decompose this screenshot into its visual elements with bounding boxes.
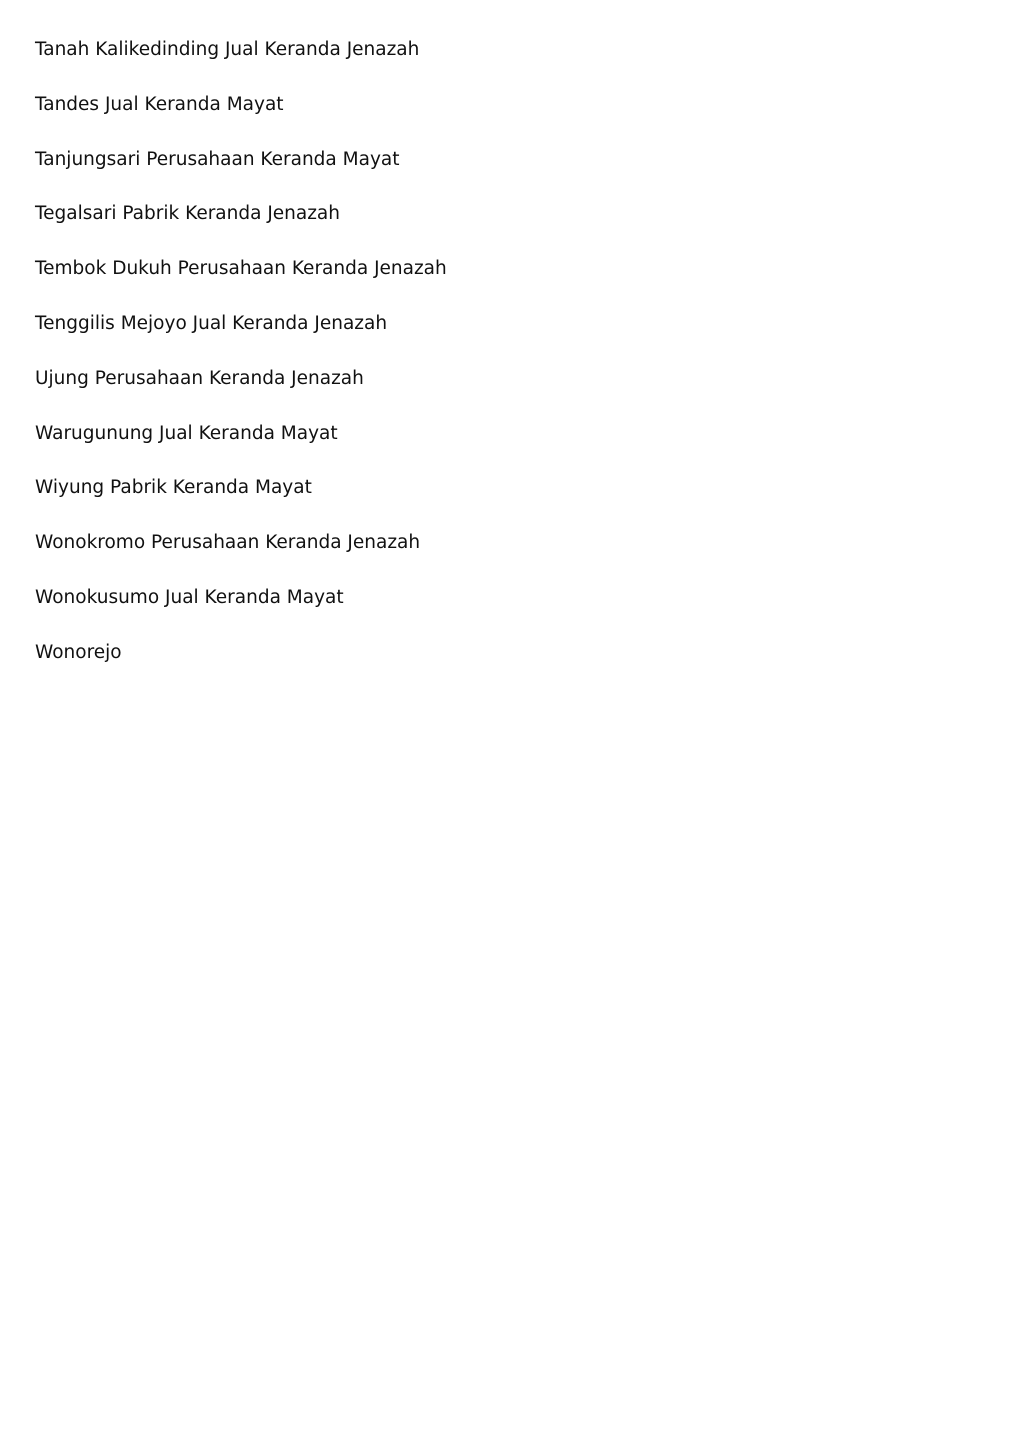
- list-item[interactable]: [35, 474, 935, 529]
- entry-text[interactable]: Wiyung Pabrik Keranda Mayat: [35, 477, 312, 499]
- list-item[interactable]: [35, 200, 935, 255]
- entry-text[interactable]: Tanjungsari Perusahaan Keranda Mayat: [35, 148, 400, 170]
- list-item[interactable]: [35, 146, 935, 201]
- entry-text[interactable]: Tandes Jual Keranda Mayat: [35, 93, 284, 115]
- entry-text[interactable]: Ujung Perusahaan Keranda Jenazah: [35, 367, 364, 389]
- entry-text[interactable]: Wonorejo: [35, 641, 122, 663]
- list-item[interactable]: [35, 420, 935, 475]
- entry-list: [35, 36, 935, 694]
- entry-text[interactable]: Tegalsari Pabrik Keranda Jenazah: [35, 203, 340, 225]
- entry-text[interactable]: Tanah Kalikedinding Jual Keranda Jenazah: [35, 39, 420, 60]
- list-item[interactable]: [35, 365, 935, 420]
- list-item[interactable]: [35, 36, 935, 91]
- entry-text[interactable]: Wonokromo Perusahaan Keranda Jenazah: [35, 532, 421, 554]
- entry-text[interactable]: Tembok Dukuh Perusahaan Keranda Jenazah: [35, 258, 447, 280]
- list-item[interactable]: [35, 529, 935, 584]
- entry-text[interactable]: Warugunung Jual Keranda Mayat: [35, 422, 338, 444]
- list-item[interactable]: [35, 639, 935, 694]
- entry-text[interactable]: Tenggilis Mejoyo Jual Keranda Jenazah: [35, 312, 388, 334]
- list-item[interactable]: [35, 255, 935, 310]
- list-item[interactable]: [35, 91, 935, 146]
- list-item[interactable]: [35, 584, 935, 639]
- entry-text[interactable]: Wonokusumo Jual Keranda Mayat: [35, 586, 344, 608]
- list-item[interactable]: [35, 310, 935, 365]
